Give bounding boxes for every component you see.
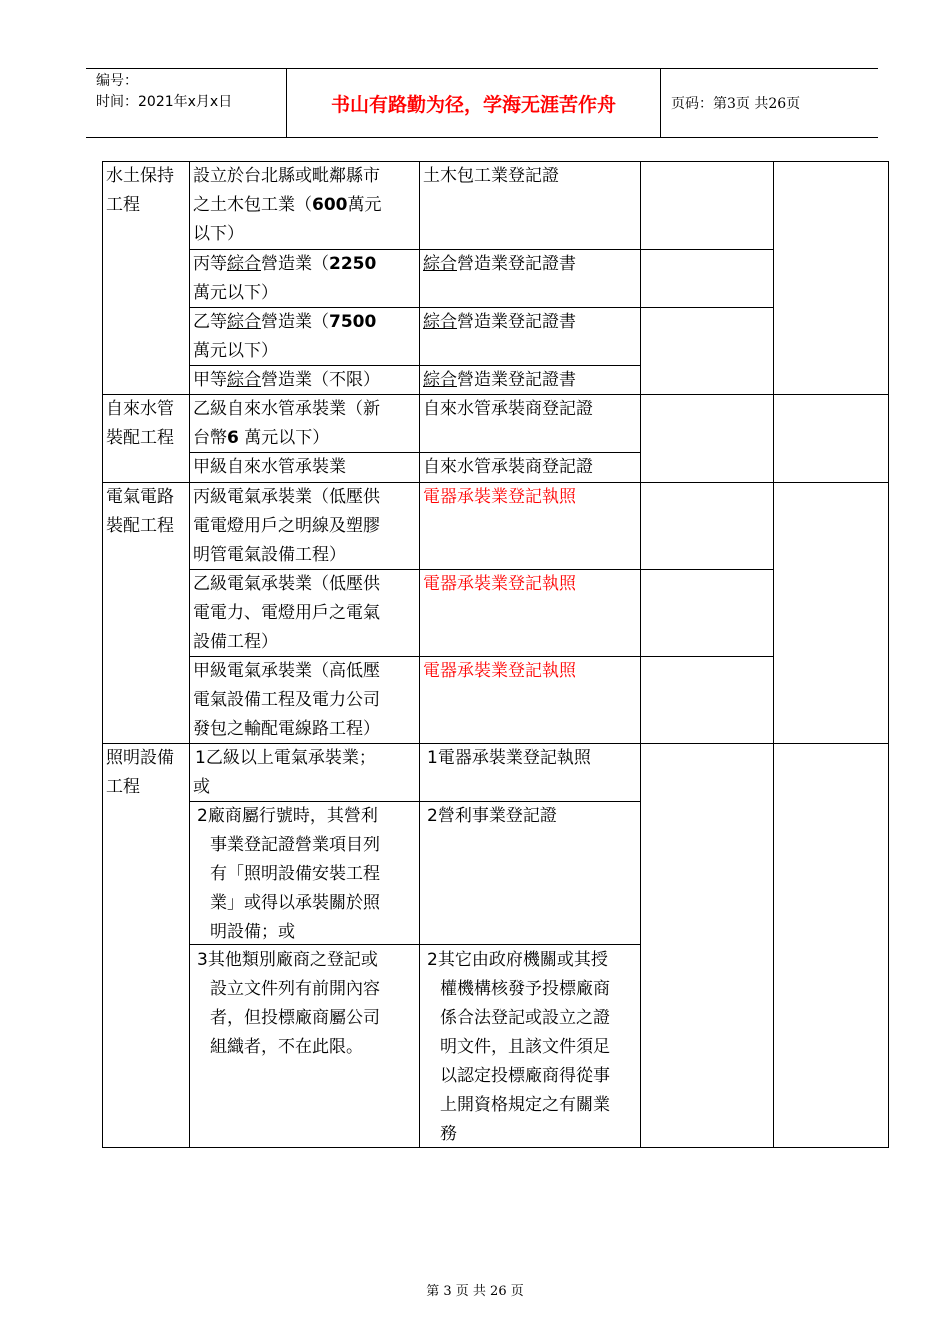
doc-water-4: 綜合營造業登記證書 xyxy=(423,370,576,390)
category-lighting: 照明設備 工程 xyxy=(106,748,174,797)
category-water-pipe: 自來水管 裝配工程 xyxy=(106,399,174,448)
qual-pipe-2: 甲級自來水管承裝業 xyxy=(193,457,346,477)
doc-electric-1: 電器承裝業登記執照 xyxy=(423,487,576,507)
qual-electric-3: 甲級電氣承裝業（高低壓 電氣設備工程及電力公司 發包之輸配電線路工程） xyxy=(193,661,380,739)
header-page-cell xyxy=(671,69,878,137)
qual-water-1: 設立於台北縣或毗鄰縣市 之土木包工業（600萬元 以下） xyxy=(193,166,382,244)
qual-lighting-3: 3其他類別廠商之登記或 設立文件列有前開內容 者，但投標廠商屬公司 組織者，不在此限。 xyxy=(197,950,380,1057)
qual-water-2: 丙等綜合營造業（2250 萬元以下） xyxy=(193,254,377,303)
doc-water-1: 土木包工業登記證 xyxy=(423,166,559,186)
header-meta xyxy=(86,69,287,137)
qual-electric-2: 乙級電氣承裝業（低壓供 電電力、電燈用戶之電氣 設備工程） xyxy=(193,574,380,652)
col-divider-1 xyxy=(189,162,190,1147)
qual-electric-1: 丙級電氣承裝業（低壓供 電電燈用戶之明線及塑膠 明管電氣設備工程） xyxy=(193,487,380,565)
doc-lighting-3: 2其它由政府機關或其授 權機構核發予投標廠商 係合法登記或設立之證 明文件，且該文件須足 以認定投標廠商得從事 上開資格規定之有關業 務 xyxy=(427,950,610,1144)
header-page-label: 页码：第3页 共26页 xyxy=(671,96,801,112)
qual-water-4: 甲等綜合營造業（不限） xyxy=(193,370,380,390)
doc-water-3: 綜合營造業登記證書 xyxy=(423,312,576,332)
doc-electric-2: 電器承裝業登記執照 xyxy=(423,574,576,594)
doc-pipe-2: 自來水管承裝商登記證 xyxy=(423,457,593,477)
header-motto: 书山有路勤为径，学海无涯苦作舟 xyxy=(330,93,616,116)
doc-lighting-2: 2營利事業登記證 xyxy=(427,806,557,826)
doc-lighting-1: 1電器承裝業登記執照 xyxy=(427,748,591,768)
qual-water-3: 乙等綜合營造業（7500 萬元以下） xyxy=(193,312,377,361)
col-divider-3 xyxy=(640,162,641,1147)
doc-pipe-1: 自來水管承裝商登記證 xyxy=(423,399,593,419)
doc-water-2: 綜合營造業登記證書 xyxy=(423,254,576,274)
doc-electric-3: 電器承裝業登記執照 xyxy=(423,661,576,681)
category-water-conservation: 水土保持 工程 xyxy=(106,166,174,215)
qual-lighting-1: 1乙級以上電氣承裝業； 或 xyxy=(193,748,376,797)
page-header xyxy=(86,68,878,138)
number-label: 编号： xyxy=(96,73,138,89)
col-divider-4 xyxy=(773,162,774,1147)
qual-lighting-2: 2廠商屬行號時，其營利 事業登記證營業項目列 有「照明設備安裝工程 業」或得以承裝關於照 明設備；或 xyxy=(197,806,380,942)
qualification-table xyxy=(102,161,889,1148)
qual-pipe-1: 乙級自來水管承裝業（新 台幣6 萬元以下） xyxy=(193,399,380,448)
header-motto-cell xyxy=(287,69,661,137)
category-electric: 電氣電路 裝配工程 xyxy=(106,487,174,536)
col-divider-2 xyxy=(419,162,420,1147)
time-label: 时间：2021年x月x日 xyxy=(96,94,233,110)
page-footer: 第 3 页 共 26 页 xyxy=(426,1284,524,1299)
